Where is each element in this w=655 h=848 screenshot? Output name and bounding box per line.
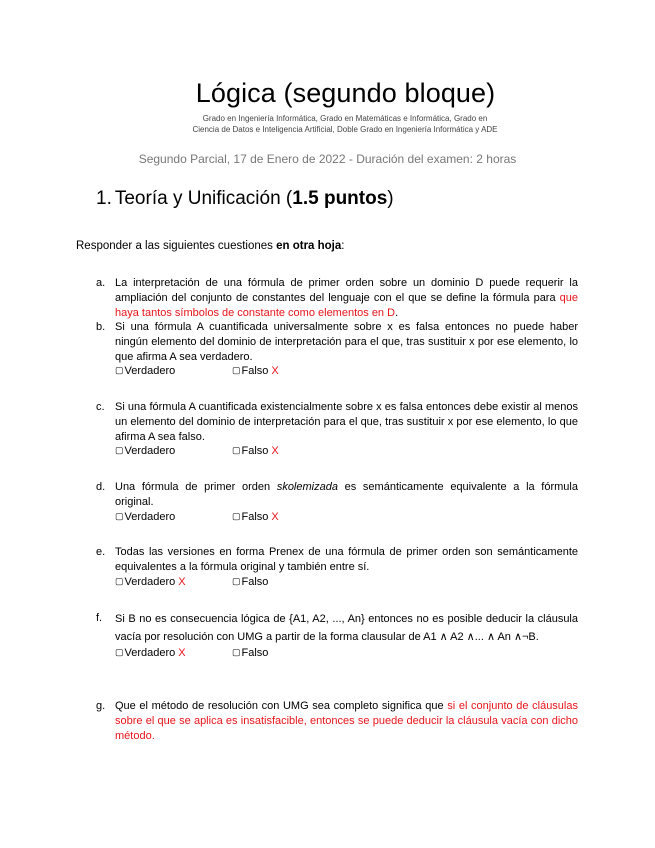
degree-programs: [130, 114, 560, 135]
option-false-label: Falso: [241, 647, 269, 659]
option-true[interactable]: [115, 575, 232, 590]
question-letter: b.: [96, 321, 106, 333]
checkbox-icon: ▢: [232, 647, 241, 657]
instructions-text: Responder a las siguientes cuestiones: [76, 240, 277, 252]
answer-text: si el conjunto de cláusulas sobre el que se aplica es insatisfacible, entonces se puede deducir la cláusula vacía con dicho método.: [115, 700, 578, 742]
section-heading: [96, 188, 394, 210]
option-false-label: Falso: [241, 445, 269, 458]
true-false-options: [115, 510, 578, 525]
question-f: [96, 611, 578, 661]
italic-term: skolemizada: [276, 481, 338, 493]
question-e: [96, 545, 578, 589]
instructions: [76, 240, 344, 252]
section-close: ): [387, 188, 394, 209]
option-false[interactable]: [232, 364, 279, 379]
answer-mark: X: [178, 575, 186, 588]
question-letter: c.: [96, 401, 105, 413]
true-false-options: [115, 364, 578, 379]
option-true[interactable]: [115, 646, 232, 661]
question-statement-start: Una fórmula de primer orden: [115, 481, 277, 493]
question-text: [115, 699, 578, 743]
question-letter: e.: [96, 546, 106, 558]
question-statement-end: es semánticamente equivalente a la fórmula original.: [115, 481, 578, 508]
option-true-label: Verdadero: [124, 510, 176, 523]
answer-tail: .: [395, 306, 399, 319]
question-text: [115, 276, 578, 320]
degree-programs-line-2: Ciencia de Datos e Inteligencia Artificial, Doble Grado en Ingeniería Informática y ADE: [192, 124, 498, 134]
question-letter: g.: [96, 700, 106, 712]
checkbox-icon: ▢: [115, 510, 124, 521]
answer-mark: X: [271, 445, 279, 458]
question-a: [96, 276, 578, 320]
option-false[interactable]: [232, 575, 268, 590]
option-true-label: Verdadero: [124, 575, 176, 588]
instructions-bold: en otra hoja: [276, 240, 342, 252]
option-true-label: Verdadero: [124, 647, 176, 659]
option-false-label: Falso: [241, 575, 269, 588]
option-false[interactable]: [232, 444, 279, 459]
option-true-label: Verdadero: [124, 445, 176, 458]
checkbox-icon: ▢: [115, 575, 124, 586]
question-text: Si una fórmula A cuantificada universalmente sobre x es falsa entonces no puede haber ningún elemento del dominio de interpretación para el que, tras sustituir x por ese elemento, lo que afirma A sea verdadero.: [115, 321, 578, 363]
checkbox-icon: ▢: [232, 445, 241, 456]
question-statement: La interpretación de una fórmula de primer orden sobre un dominio D puede requerir la ampliación del conjunto de constantes del lenguaje con el que se define la fórmula para: [115, 277, 578, 304]
document-title: Lógica (segundo bloque): [195, 78, 496, 108]
exam-meta: Segundo Parcial, 17 de Enero de 2022 - Duración del examen: 2 horas: [138, 152, 517, 166]
option-false[interactable]: [232, 646, 268, 661]
checkbox-icon: ▢: [232, 365, 241, 376]
instructions-end: :: [341, 240, 345, 252]
checkbox-icon: ▢: [115, 647, 124, 657]
answer-text: que haya tantos símbolos de constante como elementos en D: [115, 291, 578, 319]
true-false-options: [115, 575, 578, 590]
answer-mark: X: [178, 647, 186, 659]
option-true-label: Verdadero: [124, 365, 176, 378]
question-text: Si una fórmula A cuantificada existencialmente sobre x es falsa entonces debe existir al menos un elemento del dominio de interpretación para el que, tras sustituir x por ese elemento, lo que afirma A sea falso.: [115, 401, 578, 443]
question-statement: Que el método de resolución con UMG sea completo significa que: [115, 700, 448, 712]
checkbox-icon: ▢: [232, 510, 241, 521]
question-c: [96, 400, 578, 459]
option-false[interactable]: [232, 510, 279, 525]
question-d: [96, 480, 578, 524]
checkbox-icon: ▢: [232, 575, 241, 586]
answer-mark: X: [271, 365, 279, 378]
true-false-options: [115, 646, 578, 661]
question-g: [96, 699, 578, 743]
option-false-label: Falso: [241, 365, 269, 378]
checkbox-icon: ▢: [115, 365, 124, 376]
option-false-label: Falso: [241, 510, 269, 523]
question-text: Todas las versiones en forma Prenex de una fórmula de primer orden son semánticamente equivalentes a la fórmula original y también entre sí.: [115, 546, 578, 573]
true-false-options: [115, 444, 578, 459]
section-number: 1.: [96, 188, 112, 209]
question-letter: d.: [96, 481, 106, 493]
question-text: [115, 480, 578, 510]
option-true[interactable]: [115, 444, 232, 459]
option-true[interactable]: [115, 364, 232, 379]
question-b: [96, 320, 578, 379]
option-true[interactable]: [115, 510, 232, 525]
checkbox-icon: ▢: [115, 445, 124, 456]
degree-programs-line-1: Grado en Ingeniería Informática, Grado en Matemáticas e Informática, Grado en: [202, 114, 488, 123]
section-title: Teoría y Unificación (: [114, 188, 293, 209]
answer-mark: X: [271, 510, 279, 523]
question-text: Si B no es consecuencia lógica de {A1, A2, ..., An} entonces no es posible deducir la cláusula vacía por resolución con UMG a partir de la forma clausular de A1 ∧ A2 ∧... ∧ An ∧¬B.: [115, 613, 578, 643]
question-letter: f.: [96, 612, 103, 624]
question-letter: a.: [96, 277, 106, 289]
section-points: 1.5 puntos: [292, 188, 388, 209]
